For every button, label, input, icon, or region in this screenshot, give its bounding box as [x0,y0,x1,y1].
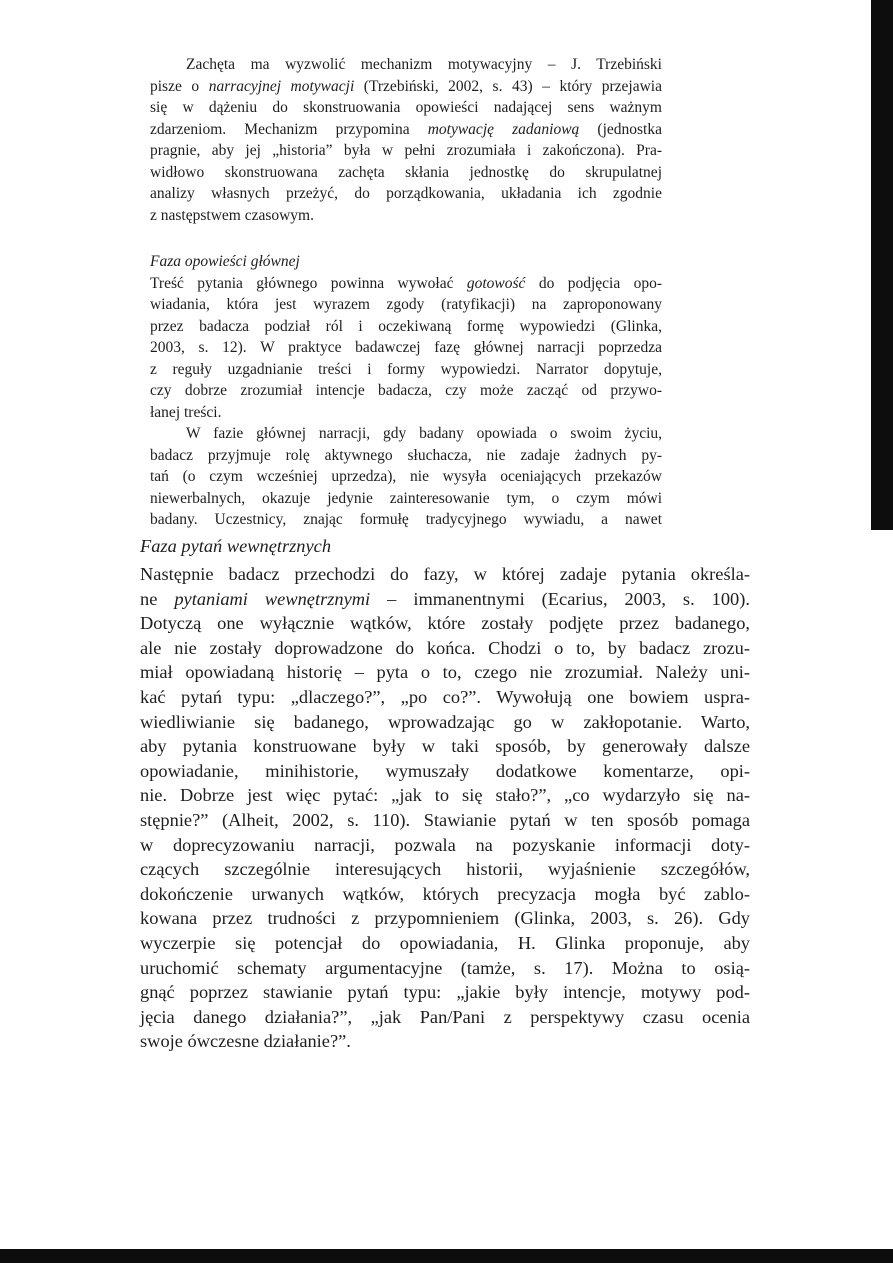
text-line [140,931,750,956]
text-run: w doprecyzowaniu narracji, pozwala na pozyskanie informacji doty- [140,834,750,855]
text-line [150,97,662,119]
text-line [150,509,662,531]
text-line [150,205,662,227]
text-run: (Trzebiński, 2002, s. 43) – który przejawia [354,77,662,95]
text-run-italic: gotowość [466,274,526,292]
text-run: kać pytań typu: „dlaczego?”, „po co?”. Wywołują one bowiem uspra- [140,686,750,707]
text-run: analizy własnych przeżyć, do porządkowania, układania ich zgodnie [150,185,662,202]
text-line [140,660,750,685]
text-run: Zachęta ma wyzwolić mechanizm motywacyjny – J. Trzebiński [186,56,662,73]
text-run: wiadania, która jest wyrazem zgody (ratyfikacji) na zaproponowany [150,296,662,313]
text-line [140,956,750,981]
text-line [150,54,662,76]
text-run: uruchomić schematy argumentacyjne (tamże, s. 17). Można to osią- [140,957,750,978]
text-run: do podjęcia opo- [525,274,662,292]
text-run: dokończenie urwanych wątków, których precyzacja mogła być zablo- [140,883,750,904]
text-line [150,423,662,445]
scan-edge-bar-bottom [0,1249,893,1263]
text-line [140,783,750,808]
text-line [150,445,662,467]
text-line [150,488,662,510]
text-line [150,140,662,162]
text-line [150,119,662,141]
text-run: miał opowiadaną historię – pyta o to, czego nie zrozumiał. Należy uni- [140,662,750,683]
text-run: Dotyczą one wyłącznie wątków, które zostały podjęte przez badanego, [140,613,750,634]
text-run: badacz przyjmuje rolę aktywnego słuchacza, nie zadaje żadnych py- [150,446,662,464]
text-run: Następnie badacz przechodzi do fazy, w której zadaje pytania określa- [140,564,750,584]
text-column-large [140,533,750,1054]
text-run: – immanentnymi (Ecarius, 2003, s. 100). [370,588,750,609]
text-line [150,183,662,205]
text-line [150,466,662,488]
paragraph [140,562,750,1054]
text-run: Treść pytania głównego powinna wywołać [150,274,467,292]
text-run: W fazie głównej narracji, gdy badany opowiada o swoim życiu, [186,425,662,442]
text-run: gnąć poprzez stawianie pytań typu: „jakie były intencje, motywy pod- [140,982,750,1003]
text-run: ne [140,588,175,609]
paragraph [150,273,662,424]
text-line [140,857,750,882]
text-run: tań (o czym wcześniej uprzedza), nie wysyła oceniających przekazów [150,468,662,485]
text-run: łanej treści. [150,403,222,421]
text-line [140,734,750,759]
text-run-italic: narracyjnej motywacji [208,77,355,95]
text-line [150,380,662,402]
text-line [150,359,662,381]
section-heading: Faza opowieści głównej [150,253,300,270]
text-line [150,337,662,359]
text-run: jęcia danego działania?”, „jak Pan/Pani z perspektywy czasu ocenia [140,1006,750,1027]
text-run: stępnie?” (Alheit, 2002, s. 110). Stawianie pytań w ten sposób pomaga [140,809,750,830]
text-line [140,833,750,858]
text-run: widłowo skonstruowana zachęta skłania jednostkę do skrupulatnej [150,163,662,181]
text-line [140,562,750,587]
text-line [140,611,750,636]
text-run: z reguły uzgadnianie treści i formy wypowiedzi. Narrator dopytuje, [150,360,662,378]
text-run: niewerbalnych, okazuje jedynie zainteresowanie tym, o czym mówi [150,489,662,507]
text-line [150,162,662,184]
text-line [140,1005,750,1030]
text-run-italic: motywację zadaniową [427,120,580,138]
text-run: kowana przez trudności z przypomnieniem (Glinka, 2003, s. 26). Gdy [140,908,750,929]
text-run: (jednostka [579,120,662,138]
text-run: 2003, s. 12). W praktyce badawczej fazę głównej narracji poprzedza [150,339,662,356]
text-line [150,294,662,316]
text-line [140,759,750,784]
text-run: pisze o [150,77,209,95]
text-line [140,636,750,661]
scan-edge-bar-right [871,0,893,530]
text-run: czy dobrze zrozumiał intencje badacza, czy może zacząć od przywo- [150,382,662,399]
text-line [140,685,750,710]
text-line [140,587,750,612]
text-line [150,76,662,98]
section-heading: Faza pytań wewnętrznych [140,536,332,556]
paragraph [150,54,662,226]
text-run: wyczerpie się potencjał do opowiadania, H. Glinka proponuje, aby [140,932,750,953]
text-line [140,1029,750,1054]
text-line [140,710,750,735]
text-line [140,808,750,833]
text-run: badany. Uczestnicy, znając formułę tradycyjnego wywiadu, a nawet [150,511,662,528]
text-line [140,980,750,1005]
text-line [150,273,662,295]
text-run: ale nie zostały doprowadzone do końca. Chodzi o to, by badacz zrozu- [140,637,750,658]
text-run: pragnie, aby jej „historia” była w pełni zrozumiała i zakończona). Pra- [150,142,662,159]
text-run: czących szczególnie interesujących historii, wyjaśnienie szczegółów, [140,859,750,880]
text-line [150,402,662,424]
text-column-small [150,54,662,531]
text-run: swoje ówczesne działanie?”. [140,1031,351,1052]
text-run: z następstwem czasowym. [150,206,314,224]
text-run: zdarzeniom. Mechanizm przypomina [150,120,428,138]
text-run: opowiadanie, minihistorie, wymuszały dodatkowe komentarze, opi- [140,760,750,781]
text-line [140,882,750,907]
text-run: się w dążeniu do skonstruowania opowieści nadającej sens ważnym [150,99,662,116]
text-run: aby pytania konstruowane były w taki sposób, by generowały dalsze [140,736,750,757]
text-run-italic: pytaniami wewnętrznymi [174,588,371,609]
paragraph [150,423,662,531]
text-line [150,316,662,338]
text-line [140,906,750,931]
text-run: wiedliwianie się badanego, wprowadzając go w zakłopotanie. Warto, [140,711,750,732]
text-run: przez badacza podział ról i oczekiwaną formę wypowiedzi (Glinka, [150,317,662,335]
text-run: nie. Dobrze jest więc pytać: „jak to się stało?”, „co wydarzyło się na- [140,785,750,806]
